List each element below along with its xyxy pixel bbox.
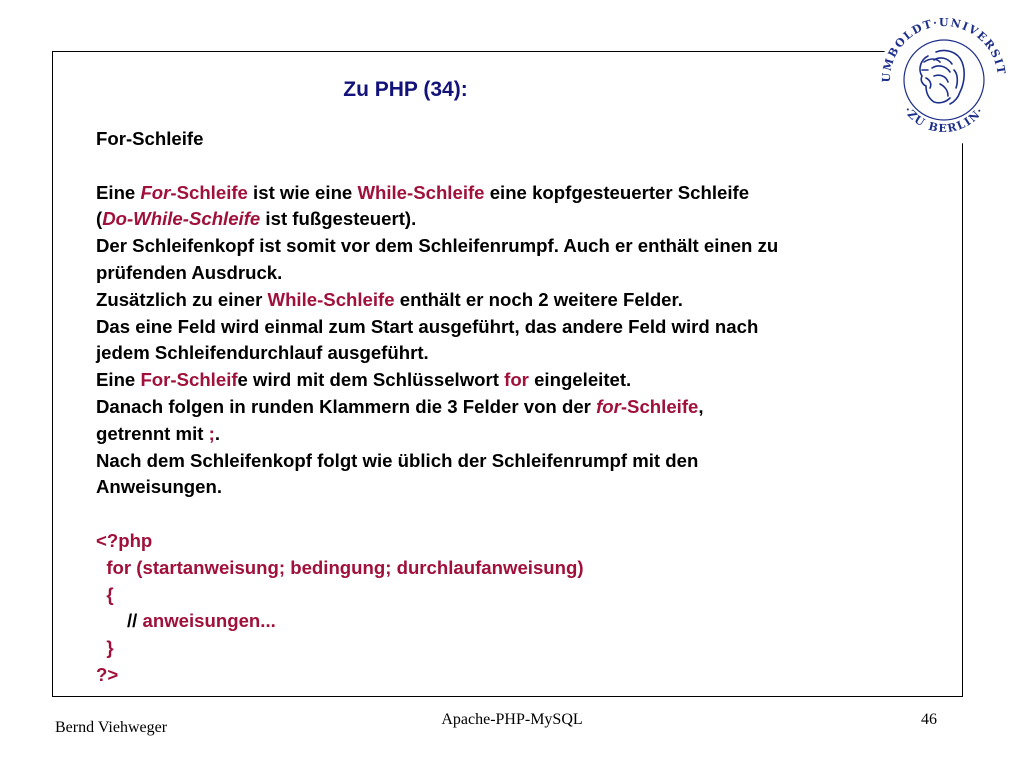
footer-author: Bernd Viehweger [55, 719, 168, 736]
code-line-1: <?php [96, 529, 153, 551]
slide-content [96, 126, 946, 689]
page-number: 46 [921, 711, 937, 728]
seal-icon [876, 12, 1012, 148]
seal-text-bottom: ·ZU BERLIN· [901, 104, 987, 136]
body-line-6: Das eine Feld wird einmal zum Start ausgeführt, das andere Feld wird nach [96, 315, 759, 337]
blank-line [96, 501, 946, 528]
seal-text-top: UMBOLDT·UNIVERSIT [879, 15, 1008, 83]
body-line-5: Zusätzlich zu einer While-Schleife enthält er noch 2 weitere Felder. [96, 288, 683, 310]
slide-title: Zu PHP (34): [343, 78, 468, 101]
code-line-3: { [96, 583, 114, 605]
body-line-4: prüfenden Ausdruck. [96, 261, 283, 283]
body-line-8: Eine For-Schleife wird mit dem Schlüsselwort for eingeleitet. [96, 369, 632, 391]
body-line-12: Anweisungen. [96, 476, 223, 498]
footer-course: Apache-PHP-MySQL [441, 711, 583, 728]
body-line-9: Danach folgen in runden Klammern die 3 Felder von der for-Schleife, [96, 395, 704, 417]
body-line-1: Eine For-Schleife ist wie eine While-Schleife eine kopfgesteuerter Schleife [96, 181, 750, 203]
body-line-11: Nach dem Schleifenkopf folgt wie üblich der Schleifenrumpf mit den [96, 449, 699, 471]
university-seal-logo [876, 12, 1012, 148]
body-line-3: Der Schleifenkopf ist somit vor dem Schleifenrumpf. Auch er enthält einen zu [96, 235, 779, 257]
body-line-7: jedem Schleifendurchlauf ausgeführt. [96, 342, 429, 364]
body-line-2: (Do-While-Schleife ist fußgesteuert). [96, 208, 417, 230]
blank-line [96, 153, 946, 180]
code-line-5: } [96, 637, 114, 659]
code-line-4: // anweisungen... [96, 610, 276, 632]
section-heading: For-Schleife [96, 128, 204, 149]
code-line-6: ?> [96, 663, 119, 685]
body-line-10: getrennt mit ;. [96, 422, 220, 444]
code-line-2: for (startanweisung; bedingung; durchlaufanweisung) [96, 556, 584, 578]
